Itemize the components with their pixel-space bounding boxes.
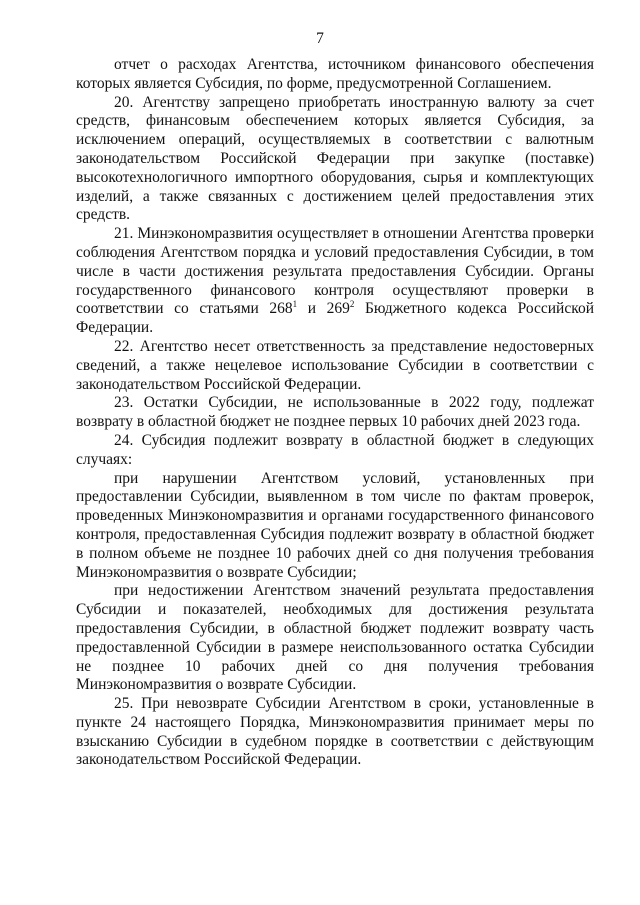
- paragraph-24: 24. Субсидия подлежит возврату в областной бюджет в следующих случаях:: [76, 431, 594, 468]
- paragraph-21-text-a: 21. Минэкономразвития осуществляет в отношении Агентства проверки соблюдения Агентством порядка и условий предоставления Субсидии, в том числе в части достижения результата предоставления Субсидии. Органы государственного финансового контроля осуществляют проверки в соответствии со статьями 268: [76, 225, 594, 318]
- paragraph-25: 25. При невозврате Субсидии Агентством в сроки, установленные в пункте 24 настоящего Порядка, Минэкономразвития принимает меры по взысканию Субсидии в судебном порядке в соответствии с действующим законодательством Российской Федерации.: [76, 695, 594, 769]
- paragraph-21: [76, 225, 594, 338]
- paragraph-24-case-1: при нарушении Агентством условий, установленных при предоставлении Субсидии, выявленном в том числе по фактам проверок, проведенных Минэкономразвития и органами государственного финансового контроля, предоставленная Субсидия подлежит возврату в областной бюджет в полном объеме не позднее 10 рабочих дней со дня получения требования Минэкономразвития о возврате Субсидии;: [76, 469, 594, 581]
- footnote-superscript-1: 1: [292, 299, 298, 310]
- paragraph-24-case-2: при недостижении Агентством значений результата предоставления Субсидии и показателей, необходимых для достижения результата предоставления Субсидии, в областной бюджет подлежит возврату часть предоставленной Субсидии в размере неиспользованного остатка Субсидии не позднее 10 рабочих дней со дня получения требования Минэкономразвития о возврате Субсидии.: [76, 582, 594, 694]
- footnote-superscript-2: 2: [349, 299, 355, 310]
- paragraph-22: 22. Агентство несет ответственность за представление недостоверных сведений, а также нецелевое использование Субсидии в соответствии с законодательством Российской Федерации.: [76, 337, 594, 393]
- paragraph-23: 23. Остатки Субсидии, не использованные в 2022 году, подлежат возврату в областной бюджет не позднее первых 10 рабочих дней 2023 года.: [76, 394, 594, 431]
- page-number: 7: [316, 30, 324, 47]
- paragraph-21-text-c: Бюджетного кодекса Российской Федерации.: [76, 300, 595, 337]
- paragraph-continuation: отчет о расходах Агентства, источником финансового обеспечения которых является Субсидия, по форме, предусмотренной Соглашением.: [76, 56, 594, 92]
- paragraph-21-text-b: и 269: [297, 300, 350, 318]
- document-body: [76, 56, 594, 770]
- paragraph-20: 20. Агентству запрещено приобретать иностранную валюту за счет средств, финансовым обеспечением которых является Субсидия, за исключением операций, осуществляемых в соответствии с валютным законодательством Российской Федерации при закупке (поставке) высокотехнологичного импортного оборудования, сырья и комплектующих изделий, а также связанных с достижением целей предоставления этих средств.: [76, 93, 594, 224]
